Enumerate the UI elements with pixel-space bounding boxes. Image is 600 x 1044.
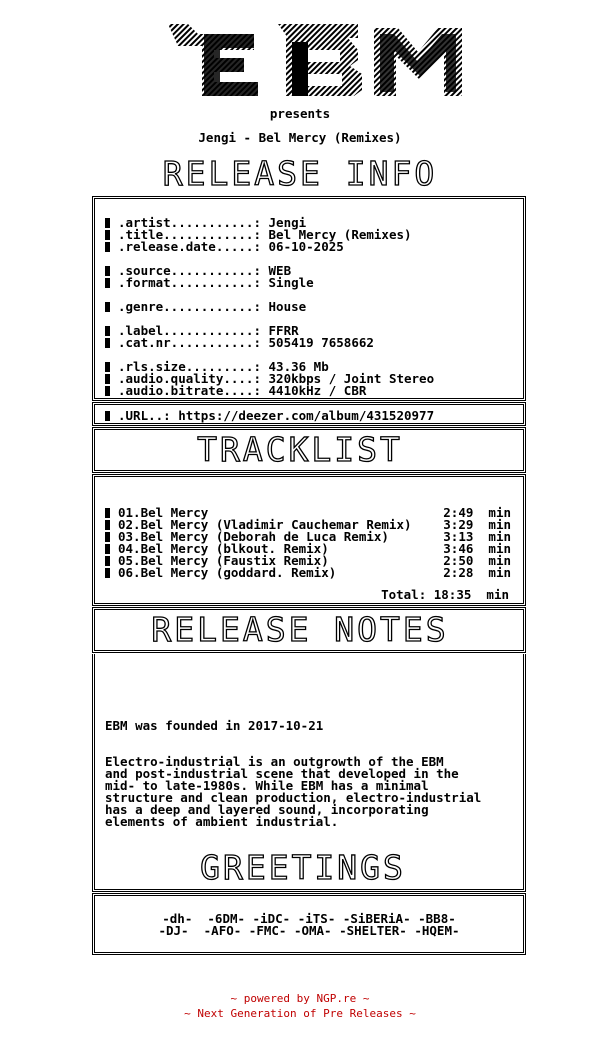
info-key: .source...........: [118,263,261,278]
bullet-icon [105,302,110,312]
track-row [105,567,511,579]
bullet-icon [105,266,110,276]
info-value: 320kbps / Joint Stereo [268,371,435,386]
bullet-icon [105,386,110,396]
release-info-box [92,196,526,401]
info-key: .format...........: [118,275,261,290]
track-duration: 3:29 min [443,517,511,532]
notes-line: structure and clean production, electro-industrial [105,790,482,805]
notes-line: has a deep and layered sound, incorporating [105,802,429,817]
url-row [105,410,434,422]
url-link[interactable]: https://deezer.com/album/431520977 [178,408,435,423]
info-value: 06-10-2025 [268,239,344,254]
track-duration: 2:50 min [443,553,511,568]
info-value: 4410kHz / CBR [268,383,367,398]
info-value: House [268,299,307,314]
info-key: .title............: [118,227,261,242]
tracklist-box [92,474,526,606]
url-box [92,402,526,426]
info-value: Single [268,275,314,290]
info-value: WEB [268,263,292,278]
bullet-icon [105,544,110,554]
notes-line: elements of ambient industrial. [105,814,339,829]
bullet-icon [105,374,110,384]
greetings-line-2: -DJ- -AFO- -FMC- -OMA- -SHELTER- -HQEM- [158,923,460,938]
track-title: 02.Bel Mercy (Vladimir Cauchemar Remix) [118,517,412,532]
info-row [105,277,314,289]
info-value: Bel Mercy (Remixes) [268,227,412,242]
greetings-heading: GREETINGS [200,848,406,887]
bullet-icon [105,532,110,542]
track-duration: 3:46 min [443,541,511,556]
info-key: .artist...........: [118,215,261,230]
info-row [105,241,344,253]
bullet-icon [105,338,110,348]
info-key: .audio.quality....: [118,371,261,386]
footer-tagline: ~ Next Generation of Pre Releases ~ [184,1007,416,1020]
info-value: FFRR [268,323,299,338]
info-row [105,337,374,349]
track-title: 01.Bel Mercy [118,505,209,520]
bullet-icon [105,362,110,372]
bullet-icon [105,508,110,518]
bullet-icon [105,218,110,228]
bullet-icon [105,556,110,566]
info-key: .label............: [118,323,261,338]
info-key: .release.date.....: [118,239,261,254]
release-notes-box [92,654,526,892]
bullet-icon [105,411,110,421]
greetings-line-1: -dh- -6DM- -iDC- -iTS- -SiBERiA- -BB8- [162,911,456,926]
ebm-logo [158,20,466,98]
track-duration: 2:28 min [443,565,511,580]
release-name: Jengi - Bel Mercy (Remixes) [198,130,402,145]
info-key: .audio.bitrate....: [118,383,261,398]
url-key: .URL..: [118,408,171,423]
track-duration: 3:13 min [443,529,511,544]
notes-line: and post-industrial scene that developed in the [105,766,459,781]
bullet-icon [105,242,110,252]
bullet-icon [105,230,110,240]
release-info-heading: RELEASE INFO [162,154,438,193]
info-row [105,301,306,313]
info-key: .rls.size.........: [118,359,261,374]
notes-line: Electro-industrial is an outgrowth of the EBM [105,754,444,769]
track-duration: 2:49 min [443,505,511,520]
track-title: 04.Bel Mercy (blkout. Remix) [118,541,329,556]
founded-text: EBM was founded in 2017-10-21 [105,718,324,733]
track-title: 06.Bel Mercy (goddard. Remix) [118,565,337,580]
info-value: Jengi [268,215,307,230]
greetings-box [92,893,526,955]
footer-powered-by: ~ powered by NGP.re ~ [230,992,370,1005]
bullet-icon [105,278,110,288]
presents-text: presents [269,106,331,121]
info-value: 505419 7658662 [268,335,374,350]
bullet-icon [105,326,110,336]
notes-line: mid- to late-1980s. While EBM has a minimal [105,778,429,793]
info-key: .genre............: [118,299,261,314]
bullet-icon [105,520,110,530]
notes-paragraph [105,756,481,828]
info-value: 43.36 Mb [268,359,329,374]
track-title: 03.Bel Mercy (Deborah de Luca Remix) [118,529,389,544]
tracklist-total: Total: 18:35 min [381,587,509,602]
bullet-icon [105,568,110,578]
release-notes-heading: RELEASE NOTES [151,610,449,649]
info-row [105,385,366,397]
tracklist-heading: TRACKLIST [197,430,403,469]
info-key: .cat.nr...........: [118,335,261,350]
track-title: 05.Bel Mercy (Faustix Remix) [118,553,329,568]
